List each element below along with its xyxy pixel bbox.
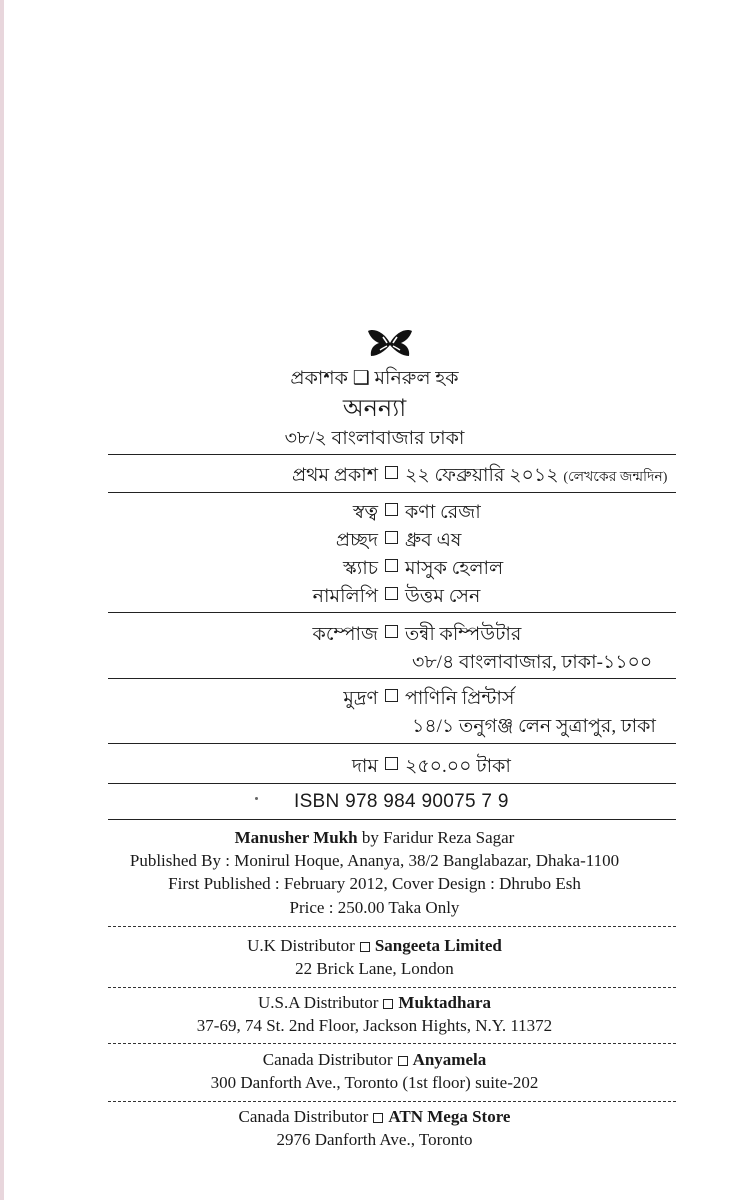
namlipi-label: নামলিপি [312, 586, 378, 607]
sketch-value: মাসুক হেলাল [405, 558, 504, 579]
publisher-address: ৩৮/২ বাংলাবাজার ঢাকা [284, 428, 465, 449]
first-publication-row [0, 461, 749, 489]
print-row [0, 684, 749, 712]
published-by: Published By : Monirul Hoque, Ananya, 38/2 Banglabazar, Dhaka-1100 [129, 851, 620, 870]
distributor-name: Sangeeta Limited [374, 936, 502, 955]
copyright-label: স্বত্ব [352, 502, 378, 523]
print-address-row [0, 712, 749, 740]
cover-value: ধ্রুব এষ [405, 530, 462, 551]
distributor-address: 300 Danforth Ave., Toronto (1st floor) suite-202 [210, 1073, 539, 1092]
distributor-label: U.K Distributor [247, 936, 355, 955]
divider [108, 678, 676, 679]
english-title-line [0, 828, 749, 848]
distributor-address: 37-69, 74 St. 2nd Floor, Jackson Hights, N.Y. 11372 [196, 1016, 553, 1035]
distributor-label: Canada Distributor [262, 1050, 393, 1069]
publisher-name: অনন্যা [342, 396, 407, 422]
distributor-label: U.S.A Distributor [257, 993, 379, 1012]
divider [108, 783, 676, 784]
print-value: পাণিনি প্রিন্টার্স [405, 688, 515, 709]
checkbox-icon [385, 531, 398, 544]
distributor-line [0, 936, 749, 956]
namlipi-value: উত্তম সেন [405, 586, 481, 607]
checkbox-icon [373, 1113, 383, 1123]
divider [108, 743, 676, 744]
copyright-value: কণা রেজা [405, 502, 481, 523]
compose-value: তন্বী কম্পিউটার [405, 624, 522, 645]
checkbox-icon [360, 942, 370, 952]
price-label: দাম [351, 756, 378, 777]
distributor-label: Canada Distributor [238, 1107, 369, 1126]
print-label: মুদ্রণ [343, 688, 378, 709]
isbn: ISBN 978 984 90075 7 9 [294, 791, 509, 812]
dashed-divider [108, 1101, 676, 1102]
namlipi-row [0, 582, 749, 610]
first-publication-label: প্রথম প্রকাশ [291, 465, 378, 486]
checkbox-icon [385, 587, 398, 600]
publisher-line: প্রকাশক ❑ মনিরুল হক [290, 368, 459, 389]
dashed-divider [108, 926, 676, 927]
distributor-name: ATN Mega Store [388, 1107, 511, 1126]
cover-label: প্রচ্ছদ [335, 530, 378, 551]
english-author: by Faridur Reza Sagar [357, 828, 515, 847]
cover-row [0, 526, 749, 554]
compose-address: ৩৮/৪ বাংলাবাজার, ঢাকা-১১০০ [412, 652, 653, 673]
print-address: ১৪/১ তনুগঞ্জ লেন সুত্রাপুর, ঢাকা [412, 716, 656, 737]
distributor-address: 22 Brick Lane, London [295, 959, 454, 978]
compose-label: কম্পোজ [312, 624, 378, 645]
checkbox-icon [385, 466, 398, 479]
dashed-divider [108, 1043, 676, 1044]
checkbox-icon [398, 1056, 408, 1066]
first-publication-value: ২২ ফেব্রুয়ারি ২০১২ (লেখকের জন্মদিন) [405, 465, 668, 486]
distributor-address: 2976 Danforth Ave., Toronto [276, 1130, 473, 1149]
distributor-name: Muktadhara [398, 993, 491, 1012]
distributor-line [0, 993, 749, 1013]
compose-row [0, 620, 749, 648]
publisher-logo-icon [366, 328, 414, 358]
distributor-name: Anyamela [412, 1050, 487, 1069]
first-publication-note: (লেখকের জন্মদিন) [563, 470, 668, 485]
checkbox-icon [385, 503, 398, 516]
checkbox-icon [385, 559, 398, 572]
first-published: First Published : February 2012, Cover Design : Dhrubo Esh [168, 874, 581, 893]
checkbox-icon [383, 999, 393, 1009]
divider [108, 454, 676, 455]
distributor-line [0, 1050, 749, 1070]
distributor-line [0, 1107, 749, 1127]
divider [108, 492, 676, 493]
checkbox-icon [385, 757, 398, 770]
sketch-label: স্ক্যাচ [343, 558, 378, 579]
price-value: ২৫০.০০ টাকা [405, 756, 511, 777]
divider [108, 612, 676, 613]
compose-address-row [0, 648, 749, 676]
dashed-divider [108, 987, 676, 988]
divider [108, 819, 676, 820]
copyright-row [0, 498, 749, 526]
price-english: Price : 250.00 Taka Only [289, 898, 460, 917]
speck [255, 797, 258, 800]
english-title: Manusher Mukh [234, 828, 358, 847]
price-row [0, 752, 749, 780]
checkbox-icon [385, 625, 398, 638]
sketch-row [0, 554, 749, 582]
checkbox-icon [385, 689, 398, 702]
